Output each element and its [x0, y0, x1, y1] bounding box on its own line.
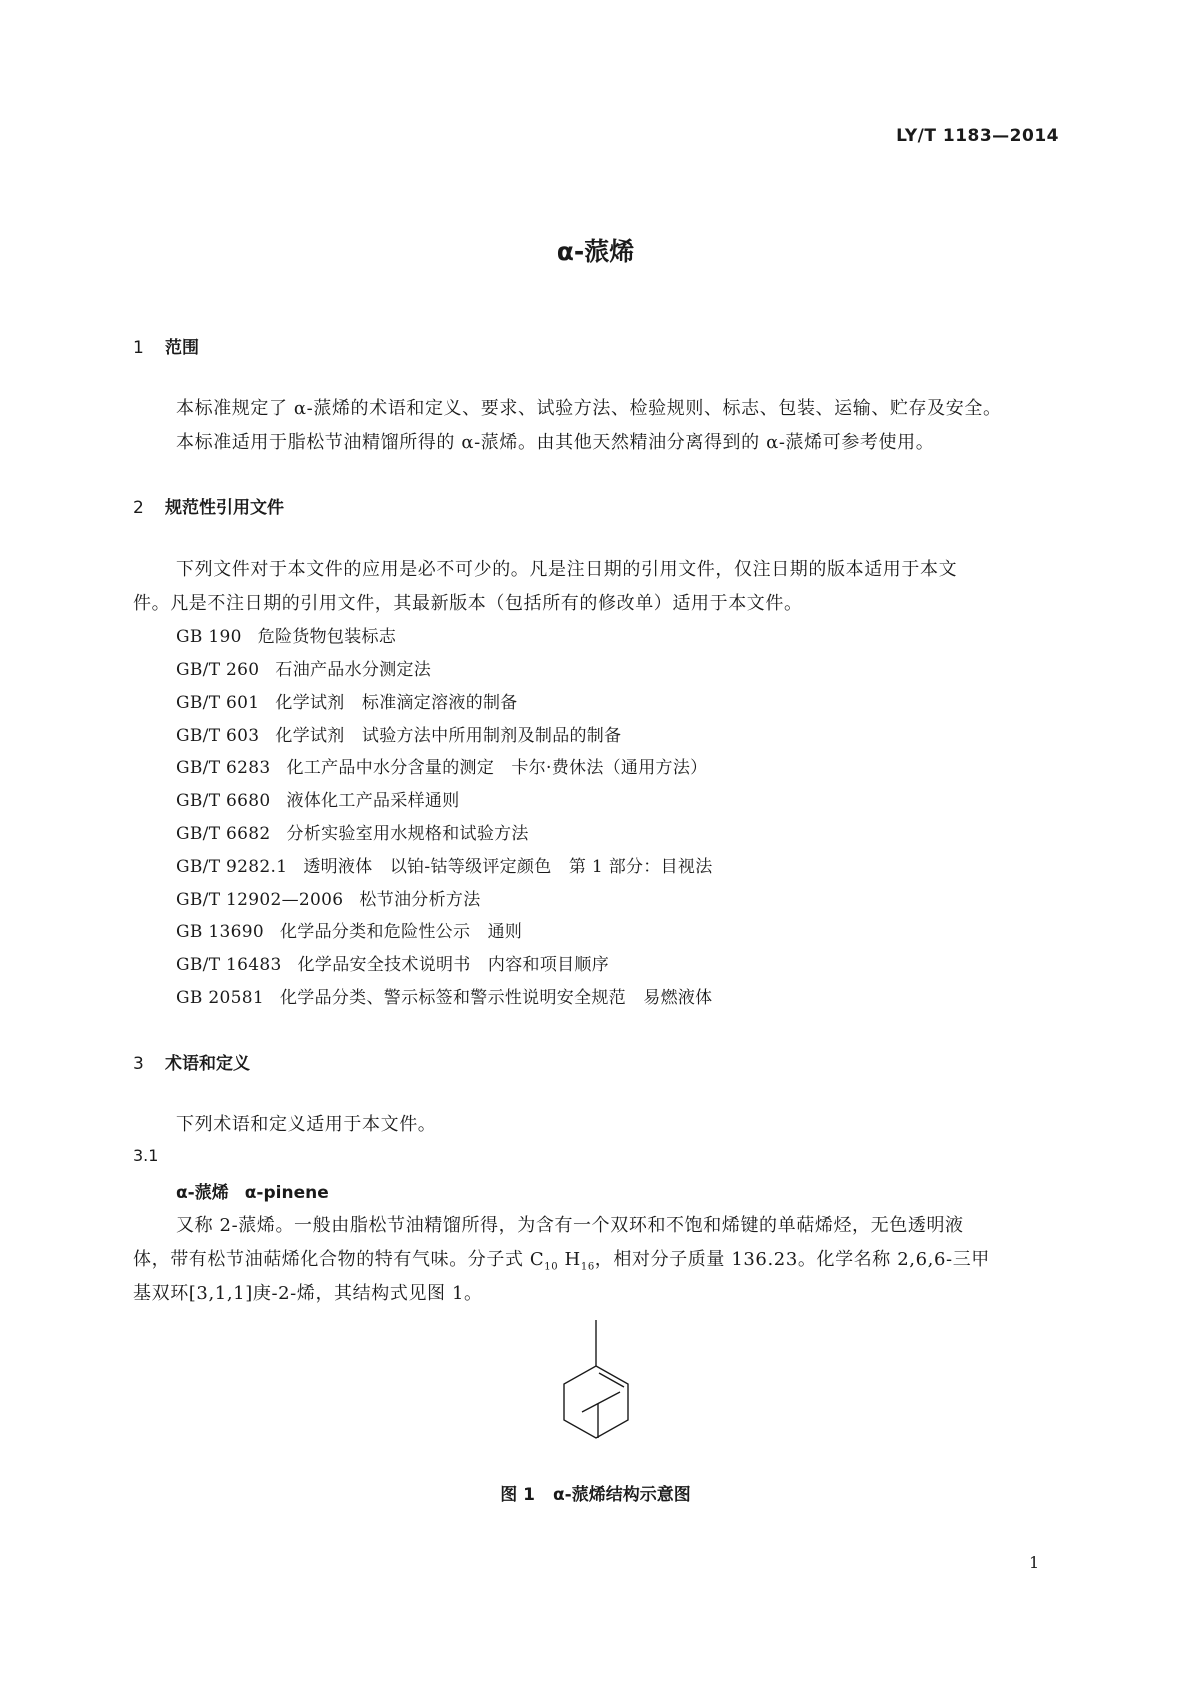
term-english: α-pinene	[244, 1183, 329, 1203]
alpha-pinene-structure-diagram	[556, 1320, 636, 1470]
reference-item	[176, 688, 518, 713]
term-chinese: α-蒎烯	[176, 1183, 229, 1203]
section-number: 3	[133, 1054, 144, 1074]
reference-title: 松节油分析方法	[359, 890, 481, 910]
definition-line-3: 基双环[3,1,1]庚-2-烯，其结构式见图 1。	[133, 1283, 483, 1304]
reference-code: GB/T 16483	[176, 955, 282, 975]
reference-item	[176, 753, 707, 778]
section-number: 2	[133, 498, 144, 518]
terms-intro: 下列术语和定义适用于本文件。	[176, 1114, 437, 1135]
section-title: 术语和定义	[165, 1054, 250, 1074]
term-entry	[176, 1178, 329, 1203]
reference-item	[176, 983, 712, 1008]
definition-line-2	[133, 1245, 990, 1273]
reference-code: GB/T 601	[176, 693, 260, 713]
section-1-heading	[133, 333, 199, 358]
reference-code: GB/T 6682	[176, 824, 271, 844]
carbon-count: 10	[544, 1261, 559, 1273]
figure-caption-text: α-蒎烯结构示意图	[553, 1485, 691, 1505]
section-number: 1	[133, 338, 144, 358]
figure-caption	[0, 1480, 1191, 1505]
hydrogen-count: 16	[580, 1261, 595, 1273]
reference-code: GB/T 9282.1	[176, 857, 288, 877]
section-title: 规范性引用文件	[165, 498, 284, 518]
reference-item	[176, 786, 460, 811]
reference-code: GB/T 12902—2006	[176, 890, 344, 910]
reference-title: 化学品分类、警示标签和警示性说明安全规范 易燃液体	[279, 988, 713, 1008]
reference-item	[176, 622, 396, 647]
definition-text: ，相对分子质量 136.23。化学名称 2,6,6-三甲	[594, 1249, 990, 1270]
reference-title: 化学品分类和危险性公示 通则	[279, 922, 523, 942]
definition-text: H	[558, 1249, 581, 1270]
definition-line-1: 又称 2-蒎烯。一般由脂松节油精馏所得，为含有一个双环和不饱和烯键的单萜烯烃，无色透明液	[176, 1215, 964, 1236]
scope-paragraph-1: 本标准规定了 α-蒎烯的术语和定义、要求、试验方法、检验规则、标志、包装、运输、贮存及安全。	[176, 398, 1002, 419]
reference-title: 透明液体 以铂-钴等级评定颜色 第 1 部分：目视法	[303, 857, 713, 877]
reference-title: 化学品安全技术说明书 内容和项目顺序	[297, 955, 610, 975]
bridge-bond	[582, 1392, 620, 1412]
reference-code: GB 190	[176, 627, 242, 647]
reference-item	[176, 721, 621, 746]
reference-title: 液体化工产品采样通则	[286, 791, 460, 811]
scope-paragraph-2: 本标准适用于脂松节油精馏所得的 α-蒎烯。由其他天然精油分离得到的 α-蒎烯可参考使用。	[176, 432, 935, 453]
document-title: α-蒎烯	[556, 237, 635, 266]
reference-code: GB 13690	[176, 922, 264, 942]
reference-item	[176, 917, 522, 942]
reference-title: 化工产品中水分含量的测定 卡尔·费休法（通用方法）	[286, 758, 708, 778]
section-3-heading	[133, 1049, 250, 1074]
reference-title: 危险货物包装标志	[257, 627, 397, 647]
references-intro-line-2: 件。凡是不注日期的引用文件，其最新版本（包括所有的修改单）适用于本文件。	[133, 593, 803, 614]
references-intro-line-1: 下列文件对于本文件的应用是必不可少的。凡是注日期的引用文件，仅注日期的版本适用于本文	[176, 559, 958, 580]
reference-code: GB/T 603	[176, 726, 260, 746]
reference-title: 石油产品水分测定法	[275, 660, 432, 680]
reference-code: GB/T 6680	[176, 791, 271, 811]
reference-code: GB 20581	[176, 988, 264, 1008]
reference-title: 分析实验室用水规格和试验方法	[286, 824, 529, 844]
reference-item	[176, 950, 609, 975]
reference-item	[176, 819, 529, 844]
standard-code: LY/T 1183—2014	[896, 126, 1059, 146]
reference-code: GB/T 6283	[176, 758, 271, 778]
section-title: 范围	[165, 338, 199, 358]
reference-item	[176, 885, 481, 910]
reference-item	[176, 852, 713, 877]
reference-title: 化学试剂 标准滴定溶液的制备	[275, 693, 518, 713]
definition-text: 体，带有松节油萜烯化合物的特有气味。分子式 C	[133, 1249, 545, 1270]
section-2-heading	[133, 493, 284, 518]
page-number: 1	[1029, 1553, 1040, 1572]
figure-label: 图 1	[500, 1485, 535, 1505]
reference-code: GB/T 260	[176, 660, 260, 680]
clause-number: 3.1	[133, 1146, 159, 1165]
reference-title: 化学试剂 试验方法中所用制剂及制品的制备	[275, 726, 622, 746]
reference-item	[176, 655, 431, 680]
hexagon-ring	[564, 1366, 628, 1438]
